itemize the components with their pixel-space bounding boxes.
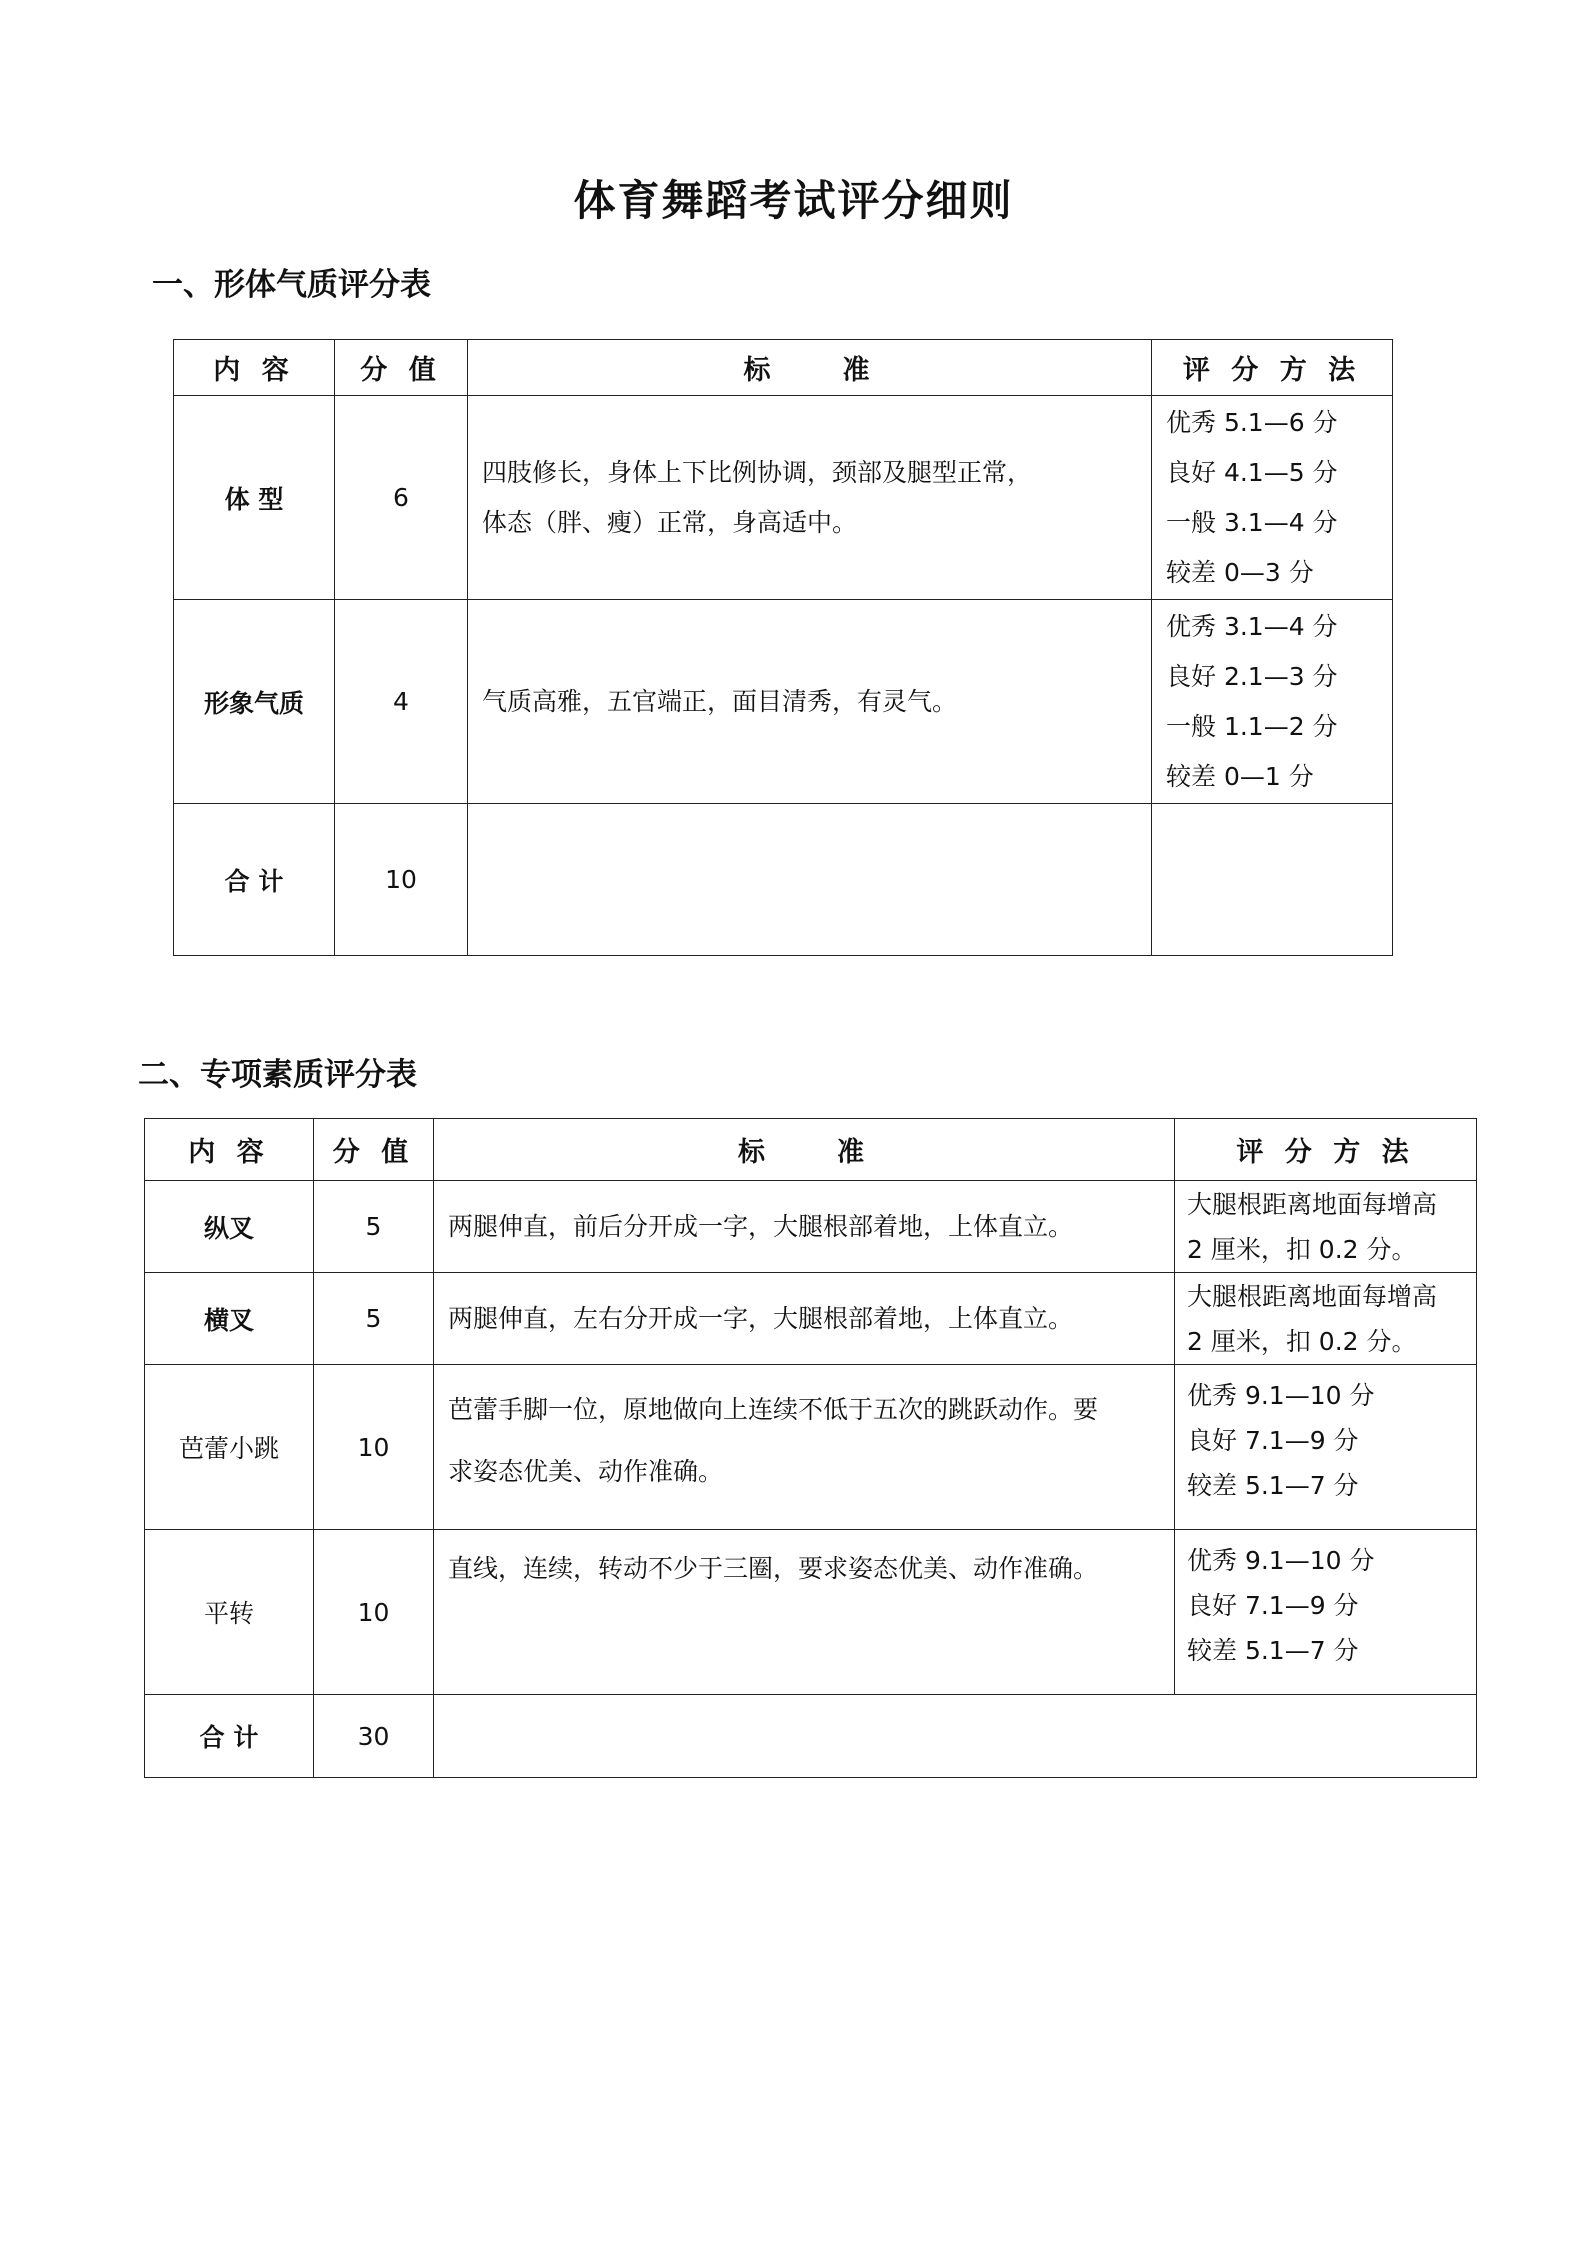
row-method — [1175, 1530, 1477, 1695]
method-line: 较差 0—3 分 — [1166, 557, 1314, 587]
method-line: 良好 4.1—5 分 — [1166, 457, 1338, 487]
header-standard: 标 准 — [434, 1119, 1175, 1181]
method-line: 优秀 9.1—10 分 — [1187, 1381, 1375, 1410]
method-line: 良好 7.1—9 分 — [1187, 1426, 1359, 1455]
table-row — [174, 396, 1393, 600]
row-content: 纵叉 — [145, 1181, 314, 1273]
header-score: 分 值 — [314, 1119, 434, 1181]
header-score: 分 值 — [335, 340, 468, 396]
row-method — [1175, 1273, 1477, 1365]
method-line: 优秀 3.1—4 分 — [1166, 611, 1338, 641]
total-empty — [434, 1695, 1477, 1778]
standard-line: 求姿态优美、动作准确。 — [448, 1457, 724, 1486]
row-content: 形象气质 — [174, 600, 335, 804]
table-header-row — [145, 1119, 1477, 1181]
table-row — [145, 1530, 1477, 1695]
table-header-row — [174, 340, 1393, 396]
section-2-heading: 二、专项素质评分表 — [138, 1057, 417, 1093]
method-line: 2 厘米，扣 0.2 分。 — [1187, 1234, 1417, 1264]
method-line: 优秀 5.1—6 分 — [1166, 407, 1338, 437]
row-standard — [434, 1365, 1175, 1530]
total-label: 合 计 — [145, 1695, 314, 1778]
method-line: 大腿根距离地面每增高 — [1187, 1189, 1438, 1219]
row-content: 体 型 — [174, 396, 335, 600]
standard-line: 直线，连续，转动不少于三圈，要求姿态优美、动作准确。 — [448, 1554, 1099, 1583]
row-score: 4 — [335, 600, 468, 804]
standard-line: 两腿伸直，左右分开成一字，大腿根部着地，上体直立。 — [448, 1303, 1074, 1333]
table-total-row — [145, 1695, 1477, 1778]
row-score: 10 — [314, 1365, 434, 1530]
page-title: 体育舞蹈考试评分细则 — [573, 176, 1014, 225]
special-quality-score-table — [144, 1118, 1477, 1778]
table-row — [145, 1273, 1477, 1365]
row-standard — [468, 396, 1152, 600]
method-line: 较差 0—1 分 — [1166, 761, 1314, 791]
standard-line: 气质高雅，五官端正，面目清秀，有灵气。 — [482, 686, 958, 716]
header-standard: 标 准 — [468, 340, 1152, 396]
standard-line: 体态（胖、瘦）正常，身高适中。 — [482, 507, 858, 537]
method-line: 良好 2.1—3 分 — [1166, 661, 1338, 691]
standard-line: 两腿伸直，前后分开成一字，大腿根部着地，上体直立。 — [448, 1211, 1074, 1241]
table-row — [145, 1365, 1477, 1530]
row-method — [1152, 600, 1393, 804]
table-row — [145, 1181, 1477, 1273]
standard-line: 芭蕾手脚一位，原地做向上连续不低于五次的跳跃动作。要 — [448, 1395, 1099, 1424]
row-score: 10 — [314, 1530, 434, 1695]
row-content: 平转 — [145, 1530, 314, 1695]
header-content: 内 容 — [174, 340, 335, 396]
row-score: 6 — [335, 396, 468, 600]
section-1-heading: 一、形体气质评分表 — [152, 267, 431, 303]
row-content: 横叉 — [145, 1273, 314, 1365]
row-score: 5 — [314, 1181, 434, 1273]
method-line: 大腿根距离地面每增高 — [1187, 1281, 1438, 1311]
header-method: 评 分 方 法 — [1152, 340, 1393, 396]
row-method — [1175, 1181, 1477, 1273]
row-standard — [434, 1530, 1175, 1695]
total-label: 合 计 — [174, 804, 335, 956]
table-total-row — [174, 804, 1393, 956]
method-line: 良好 7.1—9 分 — [1187, 1591, 1359, 1620]
total-score: 30 — [314, 1695, 434, 1778]
row-method — [1152, 396, 1393, 600]
method-line: 一般 3.1—4 分 — [1166, 507, 1338, 537]
row-score: 5 — [314, 1273, 434, 1365]
method-line: 一般 1.1—2 分 — [1166, 711, 1338, 741]
method-line: 2 厘米，扣 0.2 分。 — [1187, 1326, 1417, 1356]
row-standard — [434, 1273, 1175, 1365]
row-standard — [468, 600, 1152, 804]
physique-score-table — [173, 339, 1393, 956]
total-method-empty — [1152, 804, 1393, 956]
method-line: 优秀 9.1—10 分 — [1187, 1546, 1375, 1575]
method-line: 较差 5.1—7 分 — [1187, 1471, 1359, 1500]
row-method — [1175, 1365, 1477, 1530]
row-standard — [434, 1181, 1175, 1273]
row-content: 芭蕾小跳 — [145, 1365, 314, 1530]
total-standard-empty — [468, 804, 1152, 956]
header-method: 评 分 方 法 — [1175, 1119, 1477, 1181]
standard-line: 四肢修长，身体上下比例协调，颈部及腿型正常， — [482, 457, 1033, 487]
table-row — [174, 600, 1393, 804]
total-score: 10 — [335, 804, 468, 956]
header-content: 内 容 — [145, 1119, 314, 1181]
method-line: 较差 5.1—7 分 — [1187, 1636, 1359, 1665]
